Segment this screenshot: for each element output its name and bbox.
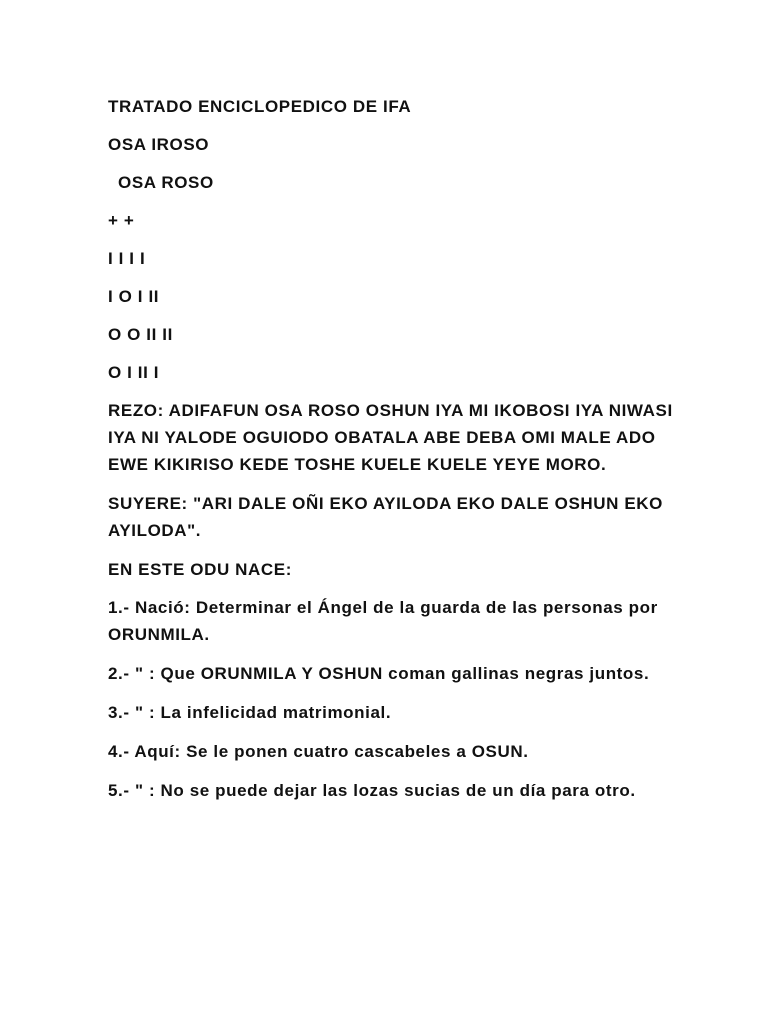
list-item: 2.- " : Que ORUNMILA Y OSHUN coman gallinas negras juntos.: [108, 664, 650, 683]
document-title: TRATADO ENCICLOPEDICO DE IFA: [108, 97, 412, 116]
odu-sign-line: + +: [108, 211, 135, 230]
odu-alias: OSA ROSO: [118, 173, 214, 192]
odu-name: OSA IROSO: [108, 135, 210, 154]
list-item: 1.- Nació: Determinar el Ángel de la guarda de las personas por ORUNMILA.: [108, 598, 658, 644]
list-item: 3.- " : La infelicidad matrimonial.: [108, 703, 392, 722]
document-page: [108, 93, 678, 816]
odu-sign-line: O I II I: [108, 363, 160, 382]
odu-sign-line: O O II II: [108, 325, 173, 344]
rezo-paragraph: REZO: ADIFAFUN OSA ROSO OSHUN IYA MI IKOBOSI IYA NIWASI IYA NI YALODE OGUIODO OBATALA ABE DEBA OMI MALE ADO EWE KIKIRISO KEDE TOSHE KUELE KUELE YEYE MORO.: [108, 401, 673, 474]
list-item: 5.- " : No se puede dejar las lozas sucias de un día para otro.: [108, 781, 636, 800]
list-item: 4.- Aquí: Se le ponen cuatro cascabeles a OSUN.: [108, 742, 529, 761]
suyere-paragraph: SUYERE: "ARI DALE OÑI EKO AYILODA EKO DALE OSHUN EKO AYILODA".: [108, 494, 663, 540]
odu-sign-line: I O I II: [108, 287, 160, 306]
odu-sign-line: I I I I: [108, 249, 146, 268]
section-heading: EN ESTE ODU NACE:: [108, 560, 292, 579]
